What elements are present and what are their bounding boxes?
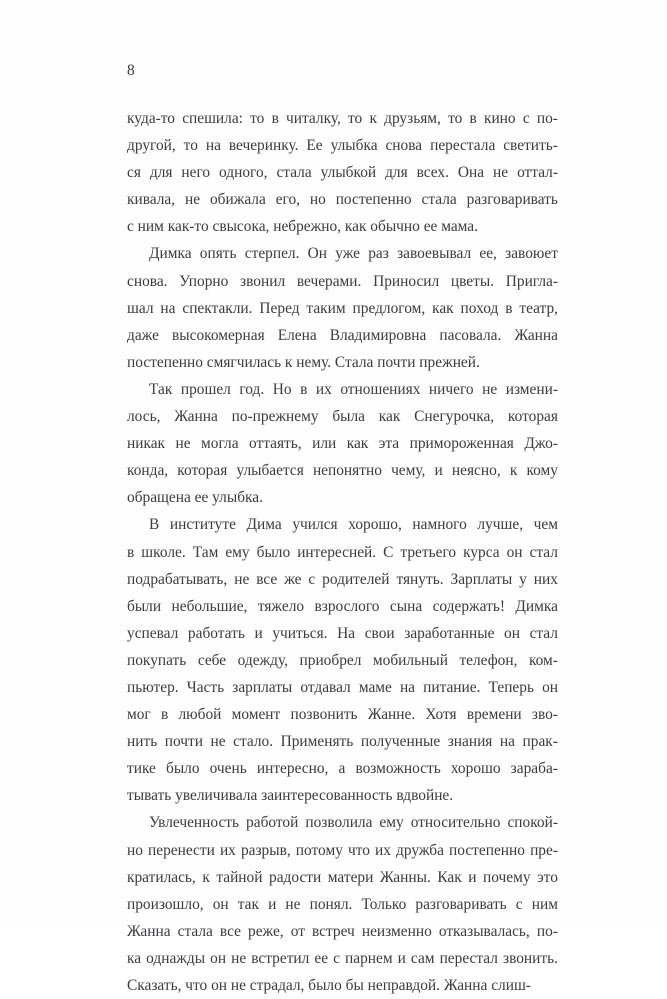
text-line	[127, 105, 558, 132]
word: матери	[327, 868, 374, 886]
word: Жанны.	[379, 868, 431, 886]
word: то	[250, 110, 265, 127]
paragraph	[127, 809, 558, 999]
word: тике	[127, 760, 156, 778]
word: не	[231, 949, 247, 967]
text-line	[127, 539, 558, 566]
word: чем	[533, 516, 558, 534]
word: него	[181, 164, 211, 182]
word: было	[165, 760, 200, 778]
text-line: обращена ее улыбка.	[127, 489, 263, 507]
text-line	[127, 159, 558, 186]
word: Ее	[306, 137, 323, 155]
word: стал	[529, 624, 558, 642]
word: на	[499, 733, 515, 751]
word: уже	[335, 245, 361, 263]
word: но	[309, 191, 326, 209]
text-line	[127, 755, 558, 782]
word: с	[522, 110, 530, 127]
word: школе.	[141, 543, 186, 561]
word: относительно	[410, 814, 501, 832]
word: постепенно	[449, 841, 525, 859]
word: как	[432, 299, 454, 317]
word: с	[333, 949, 340, 967]
word: произошло,	[127, 895, 204, 913]
word: не	[285, 895, 301, 913]
text-line	[127, 566, 558, 593]
word: Приносил	[373, 272, 440, 290]
word: никак	[127, 435, 166, 453]
word: не	[210, 733, 226, 751]
word: одного,	[219, 164, 268, 182]
word: поход	[460, 299, 499, 317]
word: к	[369, 110, 377, 127]
word: конда,	[127, 462, 169, 480]
text-line	[127, 403, 558, 430]
word: работать	[187, 624, 245, 642]
word: не	[493, 164, 509, 182]
word: ним	[531, 895, 558, 913]
word: звонил	[240, 272, 286, 290]
word: ему	[225, 543, 250, 561]
text-line	[127, 593, 558, 620]
word: Жанне.	[367, 706, 416, 724]
text-line	[127, 945, 558, 972]
word: то	[348, 110, 363, 127]
word: что	[347, 841, 370, 859]
word: спокой-	[507, 814, 558, 832]
word: отношениях	[340, 380, 421, 398]
word: подрабатывать,	[127, 570, 228, 588]
page-number: 8	[127, 62, 135, 79]
word: одежду,	[237, 651, 289, 669]
word: была	[332, 408, 366, 426]
word: улыбается	[236, 462, 304, 480]
word: заработанные	[404, 624, 495, 642]
word: Упорно	[179, 272, 229, 290]
word: учиться.	[272, 624, 328, 642]
word: стало.	[233, 733, 274, 751]
text-line	[127, 511, 558, 538]
word: у	[519, 570, 527, 588]
word: завоюет	[505, 245, 558, 263]
word: шал	[127, 299, 154, 317]
word: Елена	[277, 326, 317, 344]
text-line	[127, 186, 558, 213]
word: учился	[292, 516, 338, 534]
word: предлогом,	[352, 299, 426, 317]
word: пасовала.	[439, 326, 502, 344]
word: пьютер.	[127, 678, 179, 696]
word: опять	[199, 245, 237, 263]
word: непонятно	[312, 462, 382, 480]
word: к	[202, 868, 210, 886]
word: же	[284, 570, 302, 588]
word: как	[378, 408, 401, 426]
word: Она	[457, 164, 485, 182]
word: Жанна	[127, 922, 171, 940]
word: в	[271, 110, 279, 127]
word: Увлеченность	[149, 814, 240, 832]
word: дружба	[396, 841, 444, 859]
text-line: с ним как-то свысока, небрежно, как обычно ее мама.	[127, 218, 478, 236]
word: отказывалась,	[438, 922, 530, 940]
word: Владимировна	[329, 326, 427, 344]
word: не	[184, 191, 201, 209]
word: оттаять,	[249, 435, 302, 453]
word: понял.	[309, 895, 353, 913]
word: Теперь	[488, 678, 534, 696]
word: почему	[483, 868, 531, 886]
text-line: постепенно смягчилась к нему. Стала почти прежней.	[127, 353, 480, 371]
word: сам	[410, 949, 435, 967]
word: лучше,	[477, 516, 524, 534]
text-line	[127, 864, 558, 891]
word: телефон,	[459, 651, 518, 669]
word: разрыв,	[240, 841, 291, 859]
word: их	[315, 380, 332, 398]
word: кратилась,	[127, 868, 196, 886]
word: по-	[536, 110, 558, 127]
word: вечеринку.	[228, 137, 299, 155]
word: кино	[483, 110, 516, 127]
word: год.	[239, 380, 265, 398]
word: тянуть.	[396, 570, 444, 588]
word: тяжело	[257, 597, 305, 615]
word: в	[300, 380, 308, 398]
word: почти	[164, 733, 203, 751]
word: постепенно	[335, 191, 412, 209]
word: его,	[275, 191, 300, 209]
word: или	[312, 435, 337, 453]
word: эта	[378, 435, 400, 453]
word: знания	[447, 733, 493, 751]
word: цветы.	[450, 272, 495, 290]
word: примороженная	[409, 435, 514, 453]
word: ему	[379, 814, 404, 832]
word: то	[183, 137, 198, 155]
word: интересно,	[256, 760, 329, 778]
word: Жанна	[514, 326, 558, 344]
word: Хотя	[425, 706, 457, 724]
word: улыбка	[330, 137, 378, 155]
word: к	[509, 462, 518, 480]
text-line	[127, 891, 558, 918]
word: а	[338, 760, 346, 778]
word: себе	[197, 651, 227, 669]
word: реже,	[248, 922, 284, 940]
word: сына	[389, 597, 423, 615]
word: перенести	[148, 841, 215, 859]
word: курса	[463, 543, 500, 561]
word: Только	[361, 895, 407, 913]
paragraph	[127, 511, 558, 809]
word: как	[346, 435, 369, 453]
word: не	[175, 435, 191, 453]
word: момент	[231, 706, 281, 724]
word: В	[149, 516, 160, 534]
word: стал	[529, 543, 558, 561]
word: интересней.	[297, 543, 377, 561]
word: Там	[192, 543, 219, 561]
text-line	[127, 268, 558, 295]
word: прошел	[180, 380, 231, 398]
word: Но	[272, 380, 292, 398]
word: встретил	[251, 949, 310, 967]
word: парнем	[345, 949, 393, 967]
word: маме	[358, 678, 392, 696]
word: по-прежнему	[231, 408, 319, 426]
word: стерпел.	[244, 245, 300, 263]
word: Перед	[259, 299, 300, 317]
word: Он	[307, 245, 328, 263]
word: Часть	[186, 678, 225, 696]
word: и	[468, 868, 477, 886]
text-line	[127, 918, 558, 945]
word: хорошо	[450, 760, 501, 778]
paragraph	[127, 240, 558, 375]
text-line	[127, 701, 558, 728]
word: их	[375, 841, 391, 859]
word: очень	[209, 760, 247, 778]
word: ее,	[479, 245, 497, 263]
word: стала	[276, 164, 312, 182]
text-line	[127, 322, 558, 349]
word: и	[397, 949, 406, 967]
word: в	[505, 299, 513, 317]
word: на	[160, 299, 176, 317]
text-line	[127, 457, 558, 484]
word: Зарплаты	[450, 570, 513, 588]
word: все	[256, 570, 278, 588]
word: перестал	[439, 949, 498, 967]
word: лось,	[127, 408, 161, 426]
word: снова	[385, 137, 423, 155]
paragraph	[127, 376, 558, 511]
word: покупать	[127, 651, 187, 669]
word: кому	[526, 462, 558, 480]
text-line	[127, 430, 558, 457]
word: кивала,	[127, 191, 176, 209]
word: на	[399, 678, 416, 696]
word: институте	[169, 516, 236, 534]
word: неизменно	[361, 922, 432, 940]
word: друзьям,	[384, 110, 441, 127]
word: возможность	[355, 760, 441, 778]
word: содержать!	[432, 597, 505, 615]
word: куда-то	[127, 110, 175, 127]
word: всех.	[416, 164, 449, 182]
word: он	[210, 949, 227, 967]
word: в	[160, 706, 169, 724]
word: перестала	[430, 137, 496, 155]
word: намного	[412, 516, 467, 534]
word: было	[256, 543, 291, 561]
word: спектакли.	[182, 299, 253, 317]
word: ничего	[428, 380, 474, 398]
word: их	[219, 841, 236, 859]
word: радости	[269, 868, 322, 886]
word: небольшие,	[171, 597, 248, 615]
word: любой	[178, 706, 222, 724]
text-line	[127, 728, 558, 755]
word: ее	[314, 949, 329, 967]
word: читалку,	[286, 110, 341, 127]
word: пре-	[530, 841, 558, 859]
word: родителей	[322, 570, 390, 588]
word: времени	[466, 706, 522, 724]
word: хорошо,	[348, 516, 402, 534]
word: от	[290, 922, 305, 940]
word: другой,	[127, 137, 176, 155]
word: вечерами.	[296, 272, 362, 290]
word: таким	[306, 299, 346, 317]
word: звонить.	[502, 949, 558, 967]
word: могла	[201, 435, 239, 453]
word: измени-	[505, 380, 558, 398]
word: свои	[364, 624, 395, 642]
word: позволила	[305, 814, 373, 832]
word: чему,	[391, 462, 426, 480]
word: то	[448, 110, 463, 127]
word: светить-	[503, 137, 558, 155]
word: ся	[127, 164, 141, 182]
word: и	[434, 462, 443, 480]
word: он	[212, 895, 229, 913]
word: оттал-	[517, 164, 558, 182]
word: и	[254, 624, 263, 642]
text-line	[127, 132, 558, 159]
word: не	[482, 380, 498, 398]
word: Так	[149, 380, 173, 398]
word: с	[308, 570, 316, 588]
word: Пригла-	[505, 272, 558, 290]
word: снова.	[127, 272, 168, 290]
word: он	[506, 543, 523, 561]
text-line: тывать увеличивала заинтересованность вдвойне.	[127, 787, 454, 805]
word: которая	[507, 408, 558, 426]
word: в	[469, 110, 477, 127]
word: третьего	[400, 543, 457, 561]
word: на	[205, 137, 221, 155]
word: зараба-	[510, 760, 558, 778]
word: ка	[127, 949, 142, 967]
text-line	[127, 647, 558, 674]
word: Дима	[246, 516, 282, 534]
word: однажды	[146, 949, 206, 967]
word: мобильный	[372, 651, 448, 669]
word: Джо-	[524, 435, 558, 453]
word: зарплаты	[232, 678, 293, 696]
word: театр,	[519, 299, 558, 317]
text-line	[127, 837, 558, 864]
word: Снегурочка,	[414, 408, 495, 426]
word: для	[149, 164, 173, 182]
text-line	[127, 674, 558, 701]
word: он	[504, 624, 520, 642]
word: нить	[127, 733, 158, 751]
word: прак-	[522, 733, 558, 751]
word: он	[542, 678, 558, 696]
text-line	[127, 809, 558, 836]
word: все	[219, 922, 241, 940]
word: приобрел	[299, 651, 362, 669]
word: высокомерная	[172, 326, 265, 344]
word: раз	[368, 245, 389, 263]
word: обижала	[209, 191, 266, 209]
word: Димка	[515, 597, 558, 615]
word: потому	[295, 841, 343, 859]
paragraph	[127, 105, 558, 240]
word: не	[234, 570, 250, 588]
page-body-text	[127, 105, 558, 999]
word: полученные	[360, 733, 441, 751]
text-line	[127, 240, 558, 267]
word: завоевывал	[397, 245, 472, 263]
word: питание.	[423, 678, 481, 696]
word: взрослого	[314, 597, 380, 615]
text-line: Сказать, что он не страдал, было бы неправдой. Жанна слиш-	[127, 977, 531, 994]
word: с	[515, 895, 523, 913]
word: Применять	[280, 733, 354, 751]
word: неясно,	[451, 462, 501, 480]
word: улыбкой	[320, 164, 377, 182]
word: Жанна	[174, 408, 218, 426]
text-line	[127, 620, 558, 647]
word: встреч	[311, 922, 355, 940]
word: но	[127, 841, 143, 859]
word: зво-	[531, 706, 558, 724]
word: тайной	[216, 868, 263, 886]
word: Димка	[149, 245, 192, 263]
word: успевал	[127, 624, 179, 642]
word: были	[127, 597, 162, 615]
word: для	[385, 164, 408, 182]
word: в	[127, 543, 135, 561]
word: даже	[127, 326, 159, 344]
word: стала	[177, 922, 213, 940]
word: спешила:	[182, 110, 243, 127]
word: работой	[246, 814, 299, 832]
word: которая	[177, 462, 228, 480]
word: отдавал	[300, 678, 351, 696]
word: это	[537, 868, 558, 886]
word: по-	[536, 922, 558, 940]
word: разговаривать	[415, 895, 507, 913]
word: позвонить	[290, 706, 358, 724]
word: С	[383, 543, 394, 561]
word: разговаривать	[466, 191, 558, 209]
word: мог	[127, 706, 151, 724]
word: и	[268, 895, 277, 913]
word: Как	[437, 868, 462, 886]
text-line	[127, 295, 558, 322]
word: стала	[421, 191, 457, 209]
word: ком-	[528, 651, 558, 669]
word: На	[337, 624, 356, 642]
word: них	[533, 570, 558, 588]
text-line	[127, 376, 558, 403]
word: так	[237, 895, 259, 913]
